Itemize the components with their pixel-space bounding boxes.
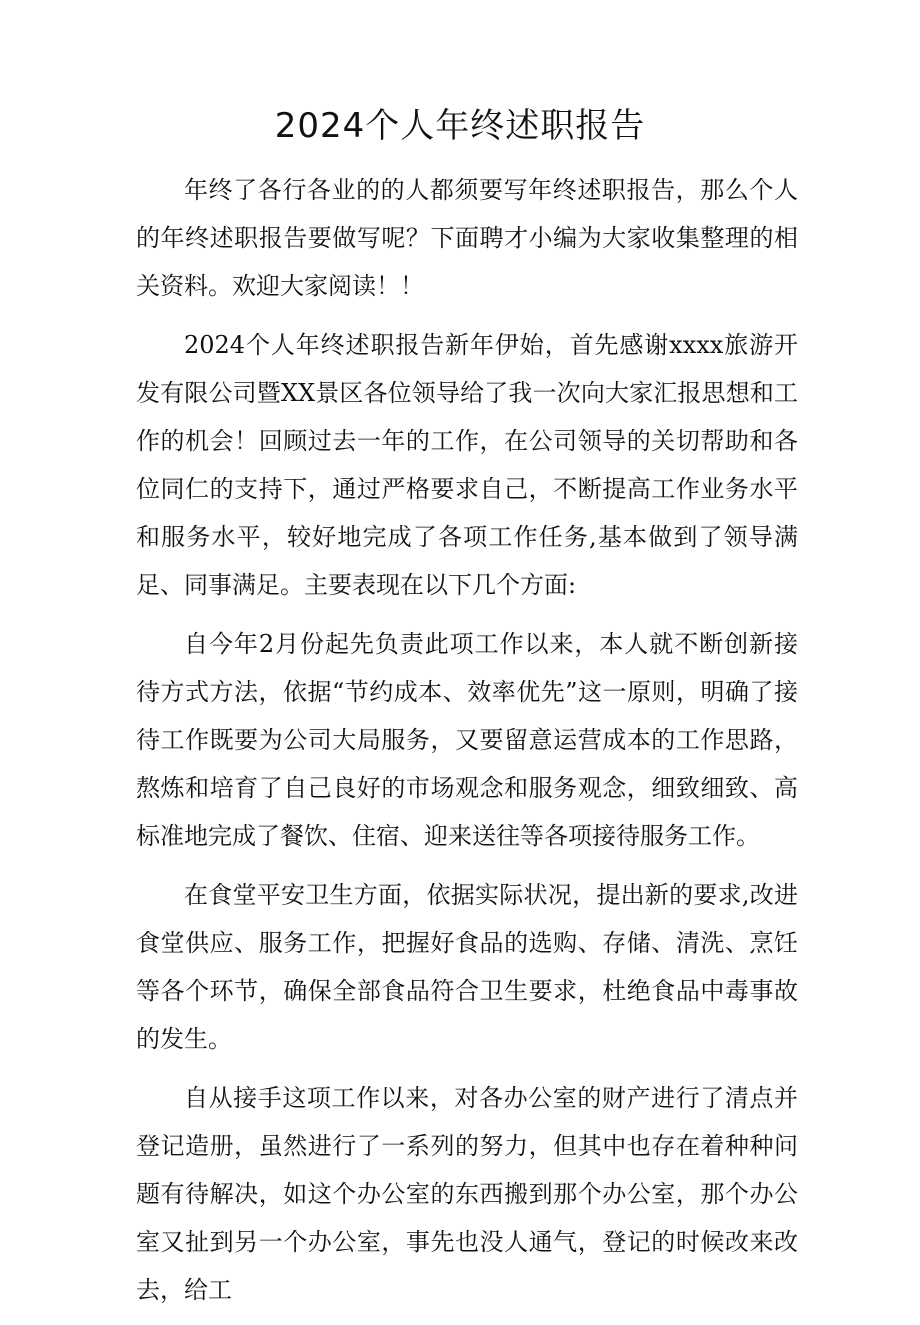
paragraph-office-assets: 自从接手这项工作以来，对各办公室的财产进行了清点并登记造册，虽然进行了一系列的努力，但其中也存在着种种问题有待解决，如这个办公室的东西搬到那个办公室，那个办公室又扯到另一个办公室，事先也没人通气，登记的时候改来改去，给工 [136, 1084, 798, 1304]
paragraph-intro: 年终了各行各业的的人都须要写年终述职报告，那么个人的年终述职报告要做写呢？下面聘才小编为大家收集整理的相关资料。欢迎大家阅读！！ [136, 176, 798, 300]
document-body [136, 166, 798, 1325]
paragraph-canteen-safety: 在食堂平安卫生方面，依据实际状况，提出新的要求,改进食堂供应、服务工作，把握好食品的选购、存储、清洗、烹饪等各个环节，确保全部食品符合卫生要求，杜绝食品中毒事故的发生。 [136, 881, 798, 1053]
paragraph-reception-work: 自今年2月份起先负责此项工作以来，本人就不断创新接待方式方法，依据“节约成本、效率优先”这一原则，明确了接待工作既要为公司大局服务，又要留意运营成本的工作思路，熬炼和培育了自己良好的市场观念和服务观念，细致细致、高标准地完成了餐饮、住宿、迎来送往等各项接待服务工作。 [136, 630, 798, 850]
paragraph-opening: 2024个人年终述职报告新年伊始，首先感谢xxxx旅游开发有限公司暨XX景区各位领导给了我一次向大家汇报思想和工作的机会！回顾过去一年的工作，在公司领导的关切帮助和各位同仁的支持下，通过严格要求自己，不断提高工作业务水平和服务水平，较好地完成了各项工作任务,基本做到了领导满足、同事满足。主要表现在以下几个方面: [136, 331, 798, 599]
document-title: 2024个人年终述职报告 [274, 106, 646, 146]
